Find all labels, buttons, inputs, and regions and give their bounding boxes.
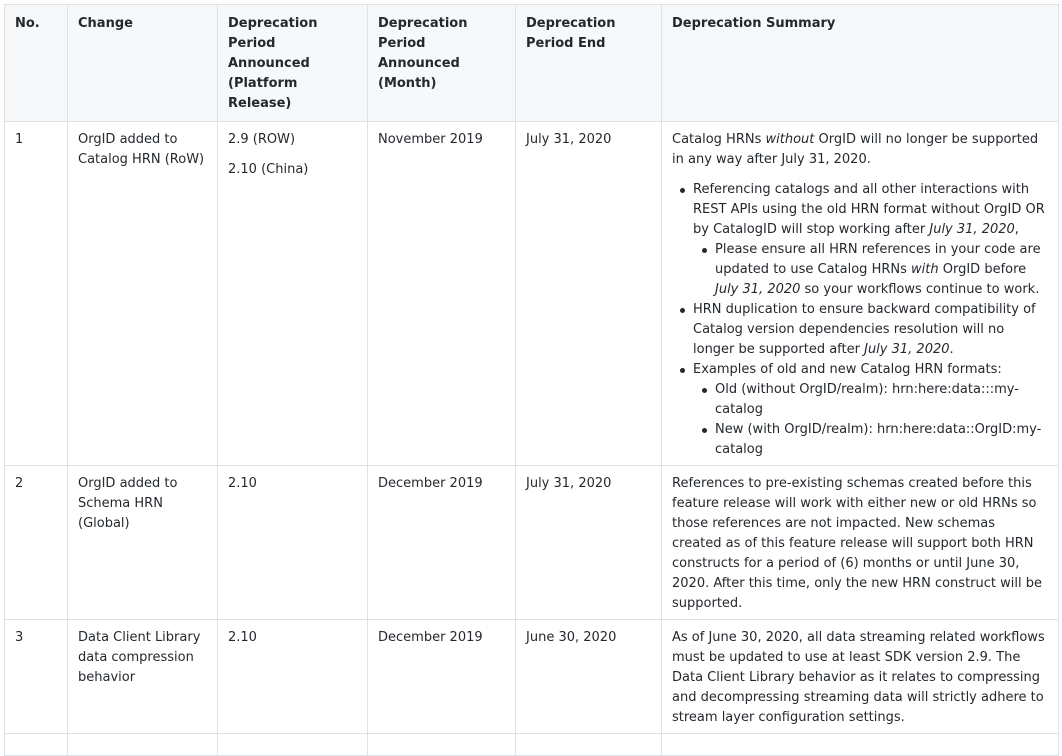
header-period-end: Deprecation Period End (516, 5, 662, 122)
summary-sublist (693, 380, 1048, 460)
list-item: Old (without OrgID/realm): hrn:here:data:::my-catalog (715, 380, 1048, 420)
header-platform-release: Deprecation Period Announced (Platform Release) (218, 5, 368, 122)
cell-summary: As of June 30, 2020, all data streaming related workflows must be updated to use at least SDK version 2.9. The Data Client Library behavior as it relates to compressing and decompressing streaming data will strictly adhere to stream layer configuration settings. (662, 620, 1059, 734)
deprecation-table (4, 4, 1059, 756)
cell-no: 1 (5, 122, 68, 466)
cell-platform: 2.10 (218, 620, 368, 734)
list-item: Referencing catalogs and all other interactions with REST APIs using the old HRN format without OrgID OR by CatalogID will stop working after July 31, 2020, Please ensure all HRN references in your code are updated to use Catalog HRNs with OrgID before July 31, 2020 so your workflows continue to work. (693, 180, 1048, 300)
summary-sublist (693, 240, 1048, 300)
cell-change: OrgID added to Catalog HRN (RoW) (68, 122, 218, 466)
list-item: Please ensure all HRN references in your code are updated to use Catalog HRNs with OrgID before July 31, 2020 so your workflows continue to work. (715, 240, 1048, 300)
list-item: HRN duplication to ensure backward compatibility of Catalog version dependencies resolution will no longer be supported after July 31, 2020. (693, 300, 1048, 360)
cell-change: Data Client Library data compression behavior (68, 620, 218, 734)
header-change: Change (68, 5, 218, 122)
header-summary: Deprecation Summary (662, 5, 1059, 122)
platform-release-china: 2.10 (China) (228, 162, 309, 177)
table-row (5, 122, 1059, 466)
cell-period-end: July 31, 2020 (516, 466, 662, 620)
cell-summary: References to pre-existing schemas created before this feature release will work with either new or old HRNs so those references are not impacted. New schemas created as of this feature release will support both HRN constructs for a period of (6) months or until June 30, 2020. After this time, only the new HRN construct will be supported. (662, 466, 1059, 620)
cell-no: 2 (5, 466, 68, 620)
header-month: Deprecation Period Announced (Month) (368, 5, 516, 122)
table-row (5, 620, 1059, 734)
cell-month: December 2019 (368, 620, 516, 734)
cell-platform: 2.10 (218, 466, 368, 620)
list-item: Examples of old and new Catalog HRN formats: Old (without OrgID/realm): hrn:here:data:::my-catalog New (with OrgID/realm): hrn:here:data::OrgID:my-catalog (693, 360, 1048, 460)
cell-month: November 2019 (368, 122, 516, 466)
cell-summary (662, 122, 1059, 466)
summary-list (672, 180, 1048, 460)
cell-period-end: June 30, 2020 (516, 620, 662, 734)
cell-change: OrgID added to Schema HRN (Global) (68, 466, 218, 620)
cell-platform (218, 122, 368, 466)
table-row-partial (5, 734, 1059, 756)
summary-intro: Catalog HRNs without OrgID will no longer be supported in any way after July 31, 2020. (672, 132, 1039, 167)
list-item: New (with OrgID/realm): hrn:here:data::OrgID:my-catalog (715, 420, 1048, 460)
cell-month: December 2019 (368, 466, 516, 620)
cell-period-end: July 31, 2020 (516, 122, 662, 466)
table-row (5, 466, 1059, 620)
header-no: No. (5, 5, 68, 122)
cell-no: 3 (5, 620, 68, 734)
platform-release-row: 2.9 (ROW) (228, 132, 296, 147)
table-header-row (5, 5, 1059, 122)
